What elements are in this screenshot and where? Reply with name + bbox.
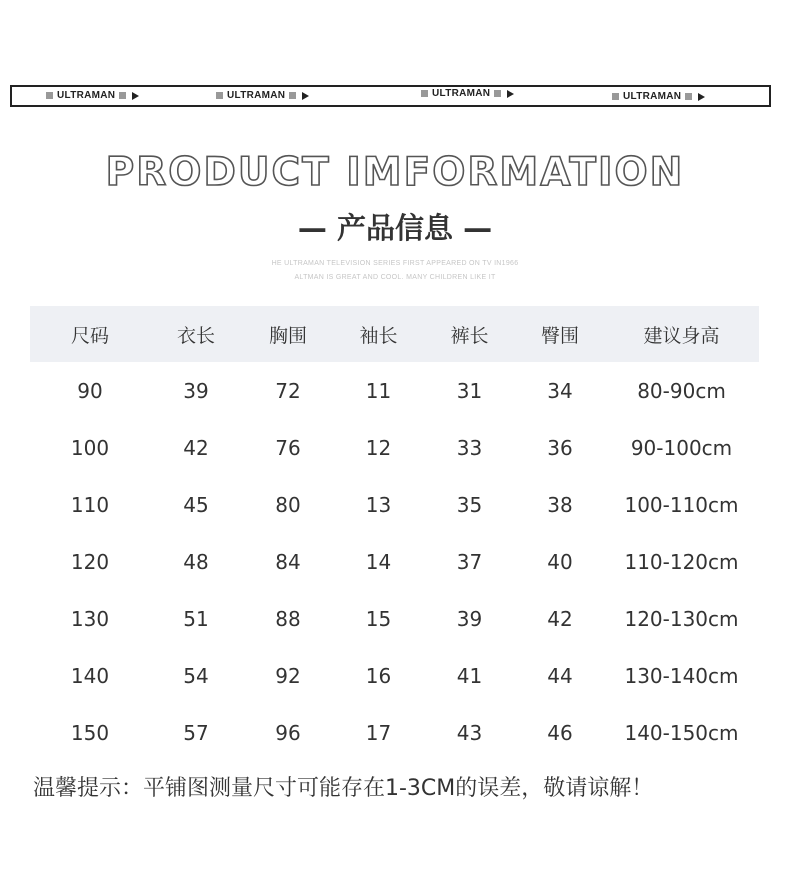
table-cell: 38 (547, 492, 573, 517)
table-cell: 17 (365, 720, 392, 745)
table-row (30, 476, 759, 533)
square-icon (289, 92, 296, 99)
brand-mark (216, 90, 309, 101)
play-arrow-icon (132, 92, 139, 100)
brand-banner (10, 85, 771, 107)
table-cell: 40 (547, 549, 573, 574)
play-arrow-icon (302, 92, 309, 100)
table-cell: 39 (183, 378, 209, 403)
brand-label: ULTRAMAN (432, 88, 491, 99)
header-chest: 胸围 (268, 324, 307, 347)
table-cell: 90 (77, 378, 103, 403)
size-table-header (30, 306, 759, 362)
brand-mark (421, 88, 514, 99)
table-cell: 76 (275, 435, 301, 460)
table-cell: 46 (547, 720, 573, 745)
page-title: PRODUCT IMFORMATION (105, 150, 685, 195)
table-cell: 80-90cm (637, 378, 726, 403)
table-cell: 48 (183, 549, 209, 574)
tagline-line-1: HE ULTRAMAN TELEVISION SERIES FIRST APPEARED ON TV IN1966 (271, 260, 519, 267)
header-length: 衣长 (176, 324, 215, 347)
table-row (30, 362, 759, 419)
table-cell: 96 (275, 720, 301, 745)
table-cell: 33 (456, 435, 483, 460)
table-cell: 37 (456, 549, 483, 574)
table-cell: 41 (456, 663, 483, 688)
page-subtitle: — 产品信息 — (297, 211, 493, 245)
table-cell: 31 (456, 378, 483, 403)
table-cell: 51 (183, 606, 209, 631)
table-cell: 130 (70, 606, 110, 631)
table-cell: 80 (275, 492, 301, 517)
square-icon (612, 93, 619, 100)
table-cell: 45 (183, 492, 209, 517)
square-icon (494, 90, 501, 97)
table-cell: 13 (365, 492, 392, 517)
brand-mark (46, 90, 139, 101)
table-cell: 12 (365, 435, 392, 460)
header-pants-length: 裤长 (450, 324, 489, 347)
table-cell: 43 (456, 720, 483, 745)
table-cell: 34 (547, 378, 573, 403)
table-cell: 36 (547, 435, 573, 460)
measurement-note: 温馨提示：平铺图测量尺寸可能存在1-3CM的误差，敬请谅解！ (33, 776, 654, 801)
table-cell: 35 (456, 492, 483, 517)
table-cell: 150 (70, 720, 110, 745)
brand-label: ULTRAMAN (57, 90, 116, 101)
table-cell: 54 (183, 663, 209, 688)
table-cell: 110-120cm (624, 549, 739, 574)
table-cell: 84 (275, 549, 301, 574)
header-hip: 臀围 (540, 324, 579, 347)
brand-label: ULTRAMAN (227, 90, 286, 101)
play-arrow-icon (698, 93, 705, 101)
play-arrow-icon (507, 90, 514, 98)
brand-label: ULTRAMAN (623, 91, 682, 102)
table-row (30, 704, 759, 761)
table-cell: 100-110cm (624, 492, 739, 517)
square-icon (421, 90, 428, 97)
table-cell: 110 (70, 492, 110, 517)
table-cell: 16 (365, 663, 392, 688)
square-icon (685, 93, 692, 100)
header-sleeve: 袖长 (359, 324, 398, 347)
table-cell: 14 (365, 549, 392, 574)
table-cell: 90-100cm (630, 435, 733, 460)
tagline-line-2: ALTMAN IS GREAT AND COOL. MANY CHILDREN LIKE IT (294, 274, 496, 281)
table-cell: 100 (70, 435, 110, 460)
square-icon (216, 92, 223, 99)
table-cell: 120 (70, 549, 110, 574)
table-cell: 39 (456, 606, 483, 631)
square-icon (119, 92, 126, 99)
table-row (30, 590, 759, 647)
square-icon (46, 92, 53, 99)
table-cell: 44 (547, 663, 573, 688)
table-cell: 57 (183, 720, 209, 745)
brand-mark (612, 91, 705, 102)
table-cell: 15 (365, 606, 392, 631)
table-cell: 140-150cm (624, 720, 739, 745)
header-size: 尺码 (70, 324, 109, 347)
table-cell: 42 (547, 606, 573, 631)
table-cell: 42 (183, 435, 209, 460)
size-table-body (30, 362, 759, 761)
table-cell: 88 (275, 606, 301, 631)
table-cell: 72 (275, 378, 301, 403)
table-cell: 92 (275, 663, 301, 688)
table-cell: 11 (365, 378, 392, 403)
table-cell: 120-130cm (624, 606, 739, 631)
table-row (30, 419, 759, 476)
table-cell: 140 (70, 663, 110, 688)
header-height: 建议身高 (643, 324, 720, 347)
table-cell: 130-140cm (624, 663, 739, 688)
table-row (30, 533, 759, 590)
size-table (30, 306, 759, 761)
table-row (30, 647, 759, 704)
